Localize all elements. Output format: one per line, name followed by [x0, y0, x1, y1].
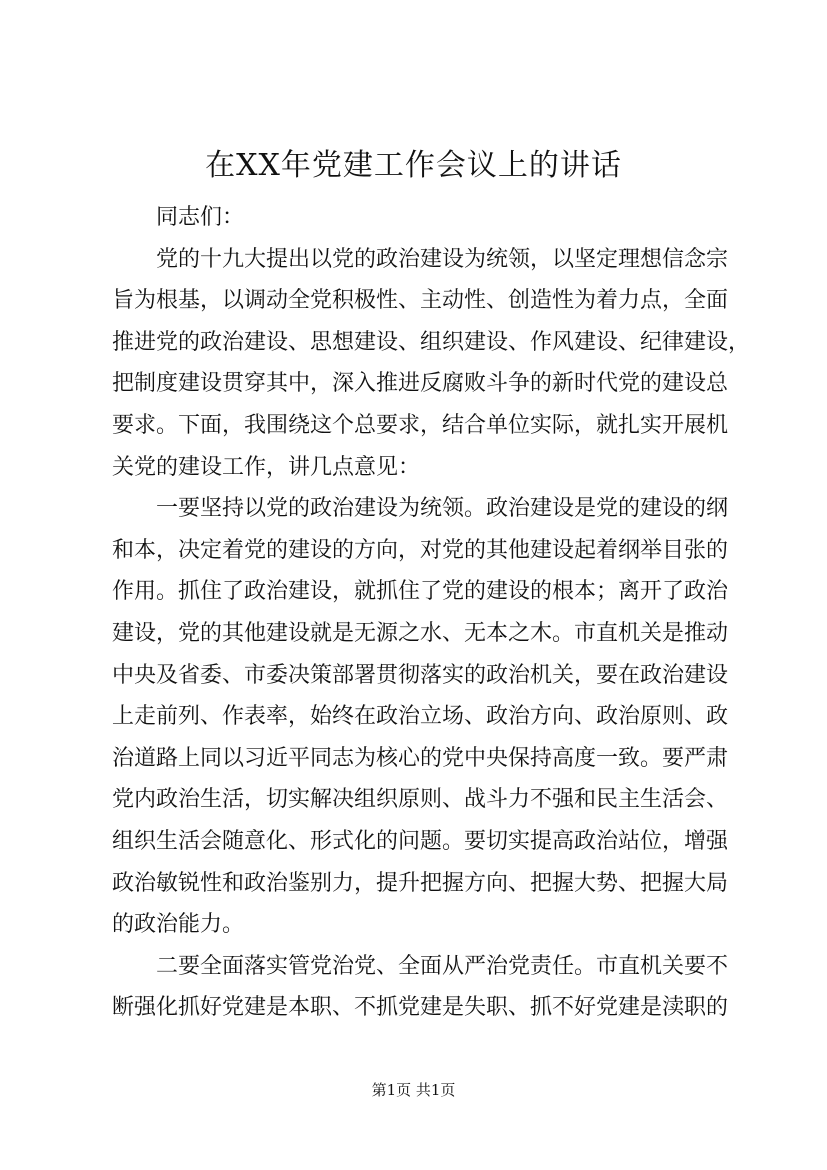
paragraph-line: 上走前列、作表率，始终在政治立场、政治方向、政治原则、政 — [112, 704, 729, 730]
paragraph-line: 党内政治生活，切实解决组织原则、战斗力不强和民主生活会、 — [112, 787, 729, 813]
paragraph-line: 断强化抓好党建是本职、不抓党建是失职、抓不好党建是渎职的 — [112, 995, 729, 1021]
paragraph-line: 党的十九大提出以党的政治建设为统领，以坚定理想信念宗 — [156, 246, 729, 272]
paragraph-line: 中央及省委、市委决策部署贯彻落实的政治机关，要在政治建设 — [112, 662, 729, 688]
document-body — [112, 197, 751, 1029]
document-title: 在XX年党建工作会议上的讲话 — [205, 148, 622, 183]
paragraph-line: 旨为根基，以调动全党积极性、主动性、创造性为着力点，全面 — [112, 288, 729, 314]
paragraph-line: 二要全面落实管党治党、全面从严治党责任。市直机关要不 — [156, 953, 729, 979]
page-number-footer: 第1页 共1页 — [371, 1081, 456, 1099]
paragraph-line: 的政治能力。 — [112, 912, 245, 938]
paragraph-line: 治道路上同以习近平同志为核心的党中央保持高度一致。要严肃 — [112, 745, 729, 771]
paragraph-line: 和本，决定着党的建设的方向，对党的其他建设起着纲举目张的 — [112, 537, 729, 563]
paragraph-line: 把制度建设贯穿其中，深入推进反腐败斗争的新时代党的建设总 — [112, 371, 729, 397]
paragraph-line: 推进党的政治建设、思想建设、组织建设、作风建设、纪律建设， — [112, 329, 751, 355]
paragraph-line: 作用。抓住了政治建设，就抓住了党的建设的根本；离开了政治 — [112, 579, 729, 605]
paragraph-line: 组织生活会随意化、形式化的问题。要切实提高政治站位，增强 — [112, 828, 729, 854]
paragraph-line: 建设，党的其他建设就是无源之水、无本之木。市直机关是推动 — [112, 620, 729, 646]
paragraph-line: 关党的建设工作，讲几点意见： — [112, 454, 421, 480]
paragraph-line: 一要坚持以党的政治建设为统领。政治建设是党的建设的纲 — [156, 496, 729, 522]
salutation-line: 同志们： — [156, 205, 245, 230]
paragraph-line: 政治敏锐性和政治鉴别力，提升把握方向、把握大势、把握大局 — [112, 870, 729, 896]
paragraph-line: 要求。下面，我围绕这个总要求，结合单位实际，就扎实开展机 — [112, 412, 729, 438]
